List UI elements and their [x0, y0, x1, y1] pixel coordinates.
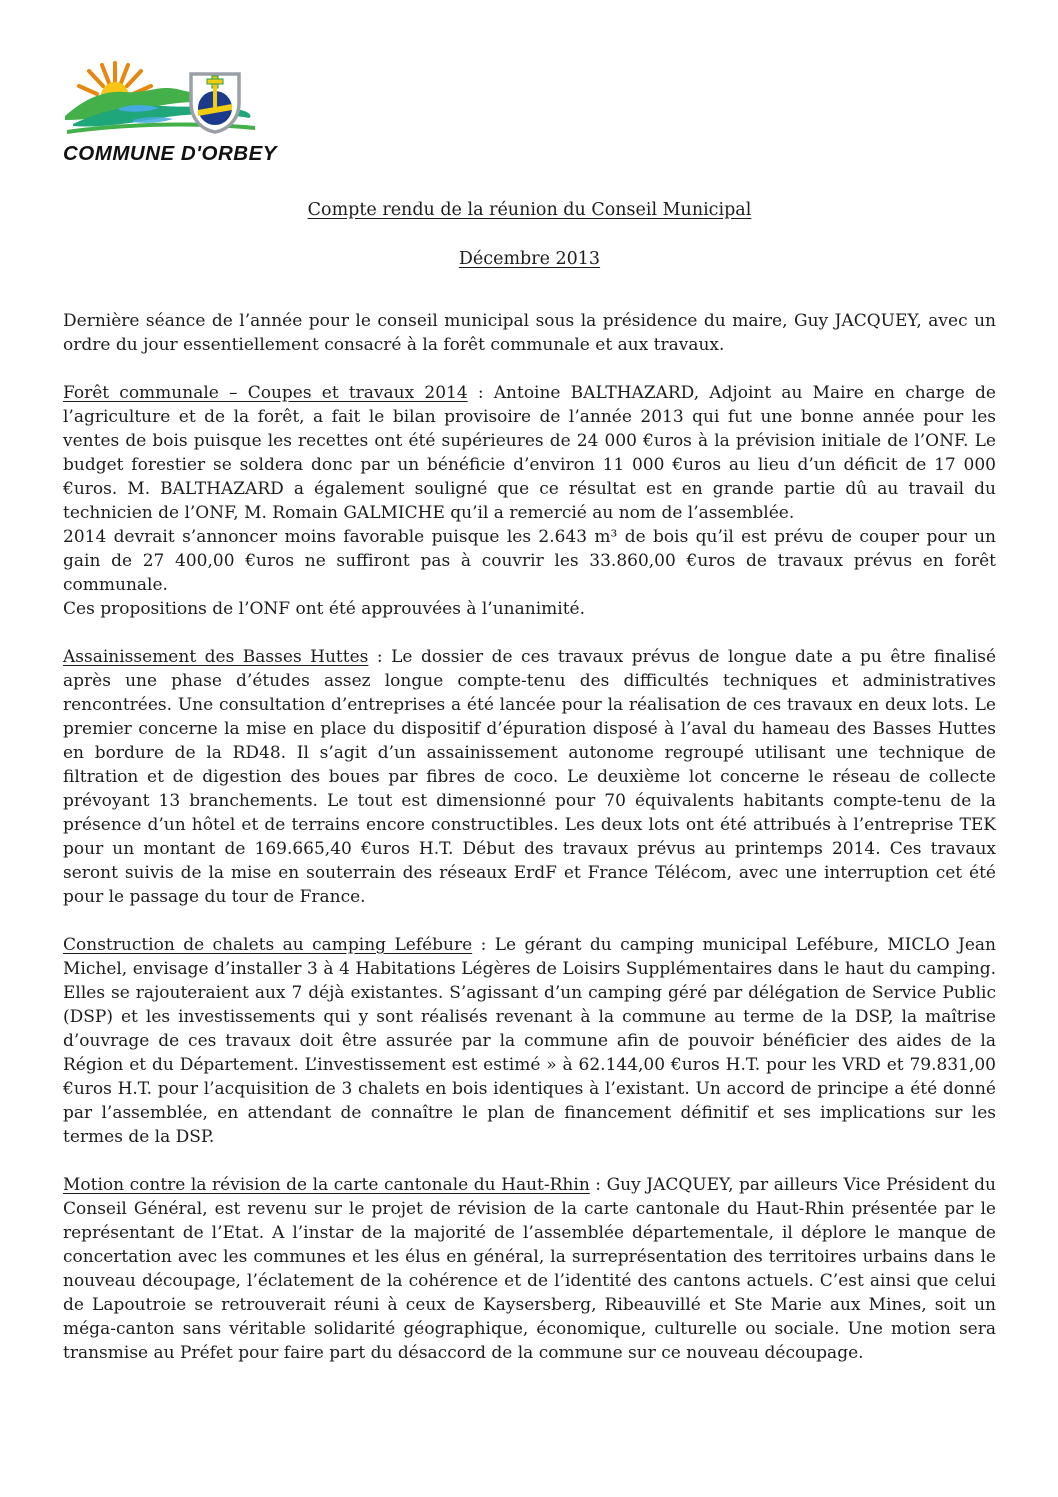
- section-body: : Antoine BALTHAZARD, Adjoint au Maire en charge de l’agriculture et de la forêt, a fait le bilan provisoire de l’année 2013 qui fut une bonne année pour les ventes de bois puisque les recettes ont été supérieures de 24 000 €uros à la prévision initiale de l’ONF. Le budget forestier se soldera donc par un bénéficie d’environ 11 000 €uros au lieu d’un déficit de 17 000 €uros. M. BALTHAZARD a également souligné que ce résultat est en grande partie dû au travail du technicien de l’ONF, M. Romain GALMICHE qu’il a remercié au nom de l’assemblée.: [63, 383, 996, 523]
- document-title: Compte rendu de la réunion du Conseil Municipal: [307, 200, 752, 220]
- section-heading: Forêt communale – Coupes et travaux 2014: [63, 383, 468, 403]
- section-body: : Guy JACQUEY, par ailleurs Vice Président du Conseil Général, est revenu sur le projet de révision de la carte cantonale du Haut-Rhin présentée par le représentant de l’Etat. A l’instar de la majorité de l’assemblée départementale, il déplore le manque de concertation avec les communes et les élus en général, la surreprésentation des territoires urbains dans le nouveau découpage, l’éclatement de la cohérence et de l’identité des cantons actuels. C’est ainsi que celui de Lapoutroie se retrouverait réuni à ceux de Kaysersberg, Ribeauvillé et Ste Marie aux Mines, soit un méga-canton sans véritable solidarité géographique, économique, culturelle ou sociale. Une motion sera transmise au Préfet pour faire part du désaccord de la commune sur ce nouveau découpage.: [63, 1175, 996, 1363]
- section-chalets-camping-lefebure: [63, 933, 996, 1149]
- section-paragraph: 2014 devrait s’annoncer moins favorable puisque les 2.643 m³ de bois qu’il est prévu de couper pour un gain de 27 400,00 €uros ne suffiront pas à couvrir les 33.860,00 €uros de travaux prévus en forêt communale.: [63, 527, 996, 595]
- section-heading: Construction de chalets au camping Lefébure: [63, 935, 473, 955]
- document-subtitle: Décembre 2013: [458, 249, 601, 269]
- orbey-shield-icon: [191, 74, 239, 132]
- section-paragraph: [63, 645, 996, 909]
- commune-orbey-logo: [63, 58, 277, 166]
- section-heading: Motion contre la révision de la carte cantonale du Haut-Rhin: [63, 1175, 590, 1195]
- cross-horizontal: [207, 79, 223, 84]
- section-paragraph: Ces propositions de l’ONF ont été approuvées à l’unanimité.: [63, 599, 585, 619]
- globe-stem: [213, 86, 217, 110]
- section-assainissement-basses-huttes: [63, 645, 996, 909]
- section-paragraph: [63, 933, 996, 1149]
- section-paragraph: [63, 381, 996, 525]
- section-body: : Le dossier de ces travaux prévus de longue date a pu être finalisé après une phase d’études assez longue compte-tenu des difficultés techniques et administratives rencontrées. Une consultation d’entreprises a été lancée pour la réalisation de ces travaux en deux lots. Le premier concerne la mise en place du dispositif d’épuration disposé à l’aval du hameau des Basses Huttes en bordure de la RD48. Il s’agit d’un assainissement autonome regroupé utilisant une technique de filtration et de digestion des boues par fibres de coco. Le deuxième lot concerne le réseau de collecte prévoyant 13 branchements. Le tout est dimensionné pour 70 équivalents habitants compte-tenu de la présence d’un hôtel et de terrains encore constructibles. Les deux lots ont été attribués à l’entreprise TEK pour un montant de 169.665,40 €uros H.T. Début des travaux prévus au printemps 2014. Ces travaux seront suivis de la mise en souterrain des réseaux ErdF et France Télécom, avec une interruption cet été pour le passage du tour de France.: [63, 647, 997, 907]
- intro-paragraph: Dernière séance de l’année pour le conseil municipal sous la présidence du maire, Guy JACQUEY, avec un ordre du jour essentiellement consacré à la forêt communale et aux travaux.: [63, 311, 996, 355]
- section-paragraph: [63, 1173, 996, 1365]
- logo-text: COMMUNE D'ORBEY: [63, 142, 277, 165]
- section-body: : Le gérant du camping municipal Lefébure, MICLO Jean Michel, envisage d’installer 3 à 4 Habitations Légères de Loisirs Supplémentaires dans le haut du camping. Elles se rajouteraient aux 7 déjà existantes. S’agissant d’un camping géré par délégation de Service Public (DSP) et les investissements qui y sont réalisés revenant à la commune au terme de la DSP, la maîtrise d’ouvrage de ces travaux doit être assurée par la commune afin de pouvoir bénéficier des aides de la Région et du Département. L’investissement est estimé » à 62.144,00 €uros H.T. pour les VRD et 79.831,00 €uros H.T. pour l’acquisition de 3 chalets en bois identiques à l’existant. Un accord de principe a été donné par l’assemblée, en attendant de connaître le plan de financement définitif et ses implications sur les termes de la DSP.: [63, 935, 996, 1147]
- section-foret-communale: [63, 381, 996, 621]
- section-motion-carte-cantonale: [63, 1173, 996, 1365]
- section-heading: Assainissement des Basses Huttes: [63, 647, 369, 667]
- logo-graphic: [63, 58, 258, 140]
